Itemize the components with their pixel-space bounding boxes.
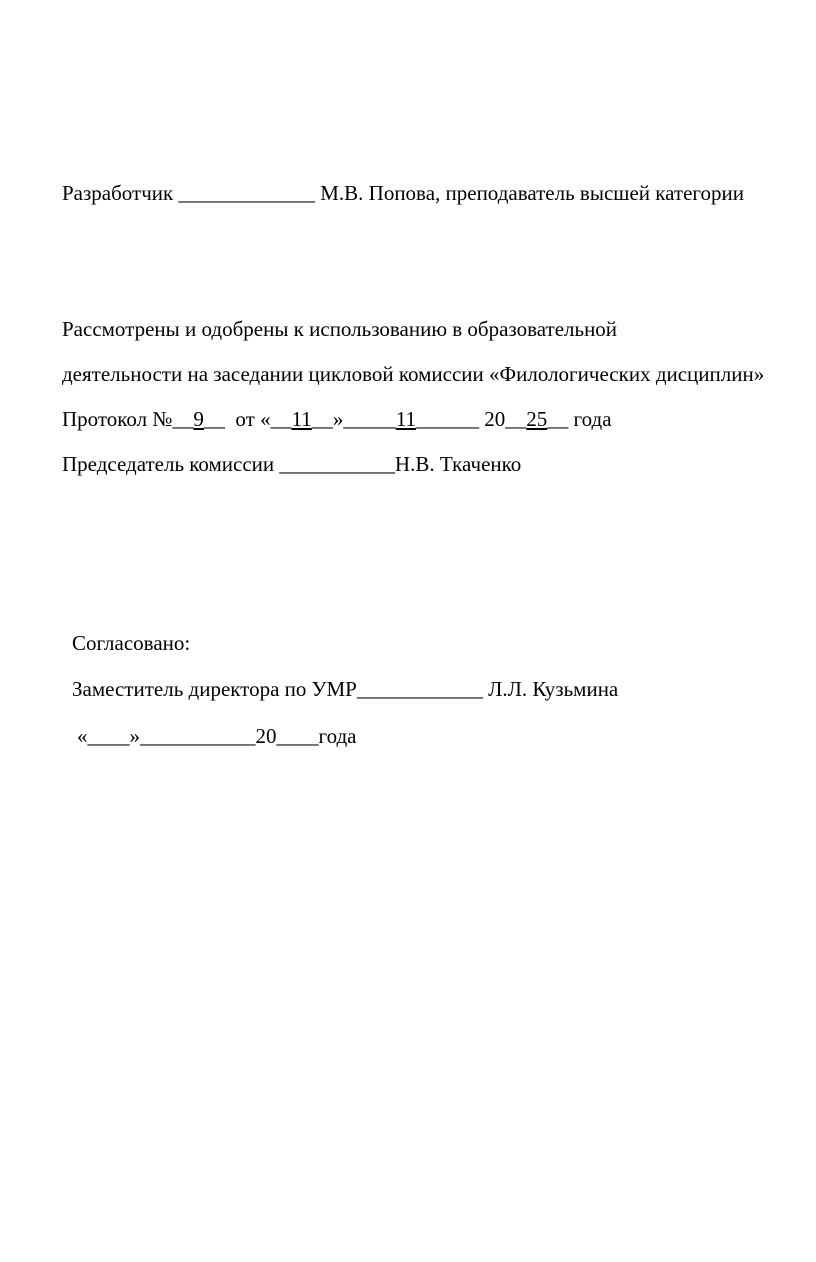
approval-line-2: деятельности на заседании цикловой комиссии «Филологических дисциплин» <box>62 362 765 386</box>
developer-label: Разработчик <box>62 181 174 205</box>
chair-signature-blank: ___________ <box>279 452 395 476</box>
protocol-line: Протокол №__9__ от «__11__»_____11______ 20__25__ года <box>62 407 612 431</box>
agreed-title: Согласовано: <box>72 631 191 655</box>
chair-line <box>62 454 521 475</box>
protocol-month: 11 <box>395 407 417 431</box>
agreed-date-line: «____»___________20____года <box>77 724 357 748</box>
developer-line <box>62 183 744 204</box>
protocol-year-prefix: 20 <box>484 407 506 431</box>
protocol-day: 11 <box>291 407 312 431</box>
protocol-year-suffix: 25 <box>526 407 548 431</box>
developer-name: М.В. Попова, преподаватель высшей категории <box>320 181 744 205</box>
approval-line-1: Рассмотрены и одобрены к использованию в образовательной <box>62 317 618 341</box>
deputy-name: Л.Л. Кузьмина <box>488 677 619 701</box>
deputy-label: Заместитель директора по УМР <box>72 677 357 701</box>
protocol-from-label: от « <box>235 407 271 431</box>
developer-signature-blank: _____________ <box>178 181 315 205</box>
deputy-line <box>72 679 618 700</box>
chair-name: Н.В. Ткаченко <box>394 452 522 476</box>
protocol-number: 9 <box>193 407 204 431</box>
chair-label: Председатель комиссии <box>62 452 275 476</box>
protocol-year-word: года <box>573 407 612 431</box>
protocol-label: Протокол № <box>62 407 173 431</box>
deputy-signature-blank: ____________ <box>356 677 483 701</box>
